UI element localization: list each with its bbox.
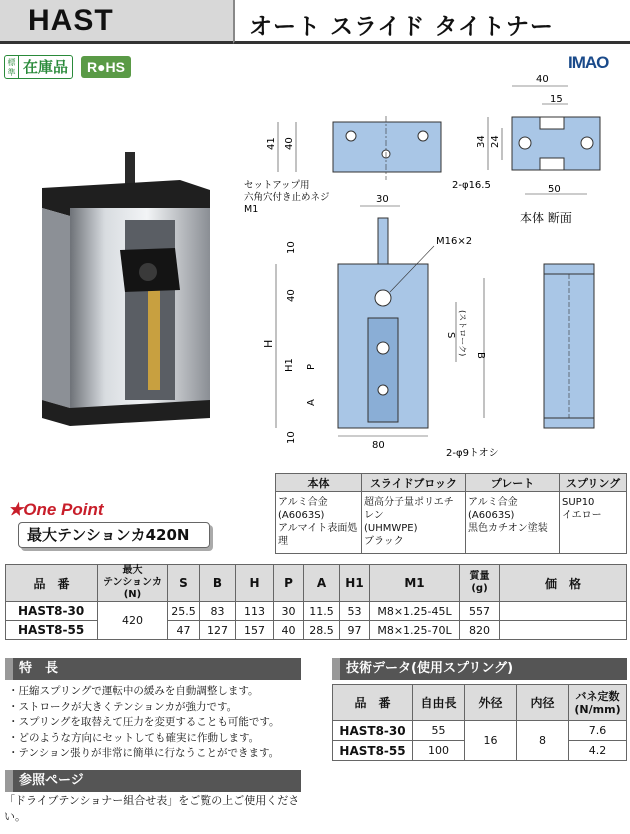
spec-header-b: B [200, 565, 236, 602]
side-cap-top [544, 264, 594, 274]
end-view-hole-right [418, 131, 428, 141]
product-code-box [0, 0, 233, 44]
tech-heading: 技術データ(使用スプリング) [332, 658, 627, 680]
spec-m1-2: M8×1.25-70L [370, 621, 460, 640]
stock-badge-small: 標準 [5, 56, 19, 78]
end-view-body [333, 122, 441, 172]
materials-header-spring: スプリング [560, 474, 627, 492]
feature-item: ・テンション張りが非常に簡単に行なうことができます。 [8, 747, 280, 759]
materials-header-plate: プレート [466, 474, 560, 492]
reference-heading: 参照ページ [5, 770, 301, 792]
product-title-box [233, 0, 630, 44]
spec-header-a: A [304, 565, 340, 602]
features-list [8, 684, 280, 762]
section-dim-34: 34 [476, 135, 487, 148]
one-point-callout [8, 500, 210, 548]
spec-s-2: 47 [168, 621, 200, 640]
section-dim-24: 24 [490, 135, 501, 148]
product-photo [30, 150, 215, 430]
section-hole-callout: 2-φ16.5 [452, 180, 491, 191]
end-view-hole-left [346, 131, 356, 141]
setup-note-3: M1 [244, 204, 259, 215]
spec-header-row [6, 565, 627, 602]
tech-rate-1: 7.6 [569, 721, 627, 741]
spec-header-model: 品 番 [6, 565, 98, 602]
front-thread-callout: M16×2 [436, 236, 473, 247]
section-dim-15: 15 [550, 94, 563, 105]
spec-a-2: 28.5 [304, 621, 340, 640]
front-dim-H: H [262, 339, 275, 348]
features-heading: 特 長 [5, 658, 301, 680]
materials-header-body: 本体 [276, 474, 362, 492]
materials-cell-slide-block: 超高分子量ポリエチレン (UHMWPE) ブラック [362, 492, 466, 554]
spec-header-mass: 質量 (g) [460, 565, 500, 602]
front-dim-A: A [306, 399, 317, 406]
front-dim-H1: H1 [284, 358, 295, 372]
front-dim-30: 30 [376, 194, 389, 205]
spec-header-h1: H1 [340, 565, 370, 602]
materials-header-row [276, 474, 627, 492]
product-title: オート スライド タイトナー [249, 14, 554, 40]
spec-h-1: 113 [236, 602, 274, 621]
spec-model-1: HAST8-30 [6, 602, 98, 621]
section-caption: 本体 断面 [520, 211, 572, 225]
spec-a-1: 11.5 [304, 602, 340, 621]
front-slot [368, 318, 398, 422]
section-dim-40: 40 [536, 74, 549, 85]
spec-header-p: P [274, 565, 304, 602]
spec-mass-2: 820 [460, 621, 500, 640]
front-dim-80: 80 [372, 440, 385, 451]
tech-header-inner: 内径 [517, 685, 569, 721]
section-slot-top [540, 117, 564, 129]
end-view-dim-40: 40 [284, 137, 295, 150]
end-view-dim-41: 41 [266, 137, 277, 150]
spec-row-1 [6, 602, 627, 621]
spec-header-s: S [168, 565, 200, 602]
spec-header-m1: M1 [370, 565, 460, 602]
front-dim-10a: 10 [286, 241, 297, 254]
section-hole-right [581, 137, 593, 149]
tech-header-row [333, 685, 627, 721]
spec-table [5, 564, 627, 640]
spec-header-h: H [236, 565, 274, 602]
tech-free-length-2: 100 [413, 741, 465, 761]
spec-m1-1: M8×1.25-45L [370, 602, 460, 621]
tech-header-outer: 外径 [465, 685, 517, 721]
front-bolt-holes-callout: 2-φ9トオシ [446, 448, 499, 459]
materials-cell-spring: SUP10 イエロー [560, 492, 627, 554]
front-view-drawing [238, 178, 528, 468]
photo-body-left [42, 208, 70, 408]
tech-model-1: HAST8-30 [333, 721, 413, 741]
front-dim-40: 40 [286, 289, 297, 302]
side-view-drawing [538, 262, 608, 432]
materials-table [275, 473, 627, 554]
stock-badge-label: 在庫品 [23, 58, 69, 76]
section-hole-left [519, 137, 531, 149]
front-thread-hole [375, 290, 391, 306]
feature-item: ・圧縮スプリングで運転中の緩みを自動調整します。 [8, 685, 259, 697]
feature-item: ・ストロークが大きくテンションカが強力です。 [8, 700, 238, 713]
spec-max-tension: 420 [98, 602, 168, 640]
one-point-text: 最大テンションカ420N [18, 522, 210, 548]
feature-item: ・スプリングを取替えて圧力を変更することも可能です。 [8, 716, 280, 728]
spec-price-1 [500, 602, 627, 621]
spec-h1-1: 53 [340, 602, 370, 621]
front-dim-stroke: (ストローク) [458, 310, 467, 357]
spec-p-2: 40 [274, 621, 304, 640]
spec-s-1: 25.5 [168, 602, 200, 621]
materials-cell-plate: アルミ合金(A6063S) 黒色カチオン塗装 [466, 492, 560, 554]
spec-model-2: HAST8-55 [6, 621, 98, 640]
section-slot-bottom [540, 158, 564, 170]
side-cap-bottom [544, 418, 594, 428]
section-dim-50: 50 [548, 184, 561, 195]
spec-header-price: 価 格 [500, 565, 627, 602]
materials-row [276, 492, 627, 554]
front-dim-10b: 10 [286, 431, 297, 444]
feature-item: ・どのような方向にセットしても確実に作動します。 [8, 731, 260, 744]
spec-b-1: 83 [200, 602, 236, 621]
reference-text: 「ドライブテンショナー組合せ表」をご覧の上ご使用ください。 [4, 794, 300, 823]
rohs-badge: R●HS [81, 56, 131, 78]
page-header [0, 0, 630, 44]
tech-row-1 [333, 721, 627, 741]
photo-block-hole [139, 263, 157, 281]
tech-header-rate: バネ定数 (N/mm) [569, 685, 627, 721]
spec-p-1: 30 [274, 602, 304, 621]
product-code: HAST [28, 4, 114, 37]
materials-cell-body: アルミ合金(A6063S) アルマイト表面処理 [276, 492, 362, 554]
spec-b-2: 127 [200, 621, 236, 640]
tech-model-2: HAST8-55 [333, 741, 413, 761]
spec-price-2 [500, 621, 627, 640]
photo-spring [148, 290, 160, 390]
spec-mass-1: 557 [460, 602, 500, 621]
spec-header-max-tension: 最大 テンションカ(N) [98, 565, 168, 602]
tech-header-model: 品 番 [333, 685, 413, 721]
one-point-title: ★One Point [8, 500, 104, 519]
front-mount-hole [378, 385, 388, 395]
setup-note-2: 六角穴付き止めネジ [244, 192, 330, 203]
tech-table [332, 684, 627, 761]
front-block-hole [377, 342, 389, 354]
tech-inner: 8 [517, 721, 569, 761]
tech-rate-2: 4.2 [569, 741, 627, 761]
front-dim-S: S [445, 332, 456, 339]
tech-free-length-1: 55 [413, 721, 465, 741]
tech-header-free-length: 自由長 [413, 685, 465, 721]
tech-outer: 16 [465, 721, 517, 761]
spec-h-2: 157 [236, 621, 274, 640]
spec-h1-2: 97 [340, 621, 370, 640]
front-dim-B: B [475, 352, 486, 359]
setup-note-1: セットアップ用 [244, 180, 310, 191]
brand-logo: IMAO [568, 53, 609, 72]
front-bolt [378, 218, 388, 264]
materials-header-slide-block: スライドブロック [362, 474, 466, 492]
stock-badge [4, 55, 73, 79]
front-dim-P: P [306, 363, 317, 370]
